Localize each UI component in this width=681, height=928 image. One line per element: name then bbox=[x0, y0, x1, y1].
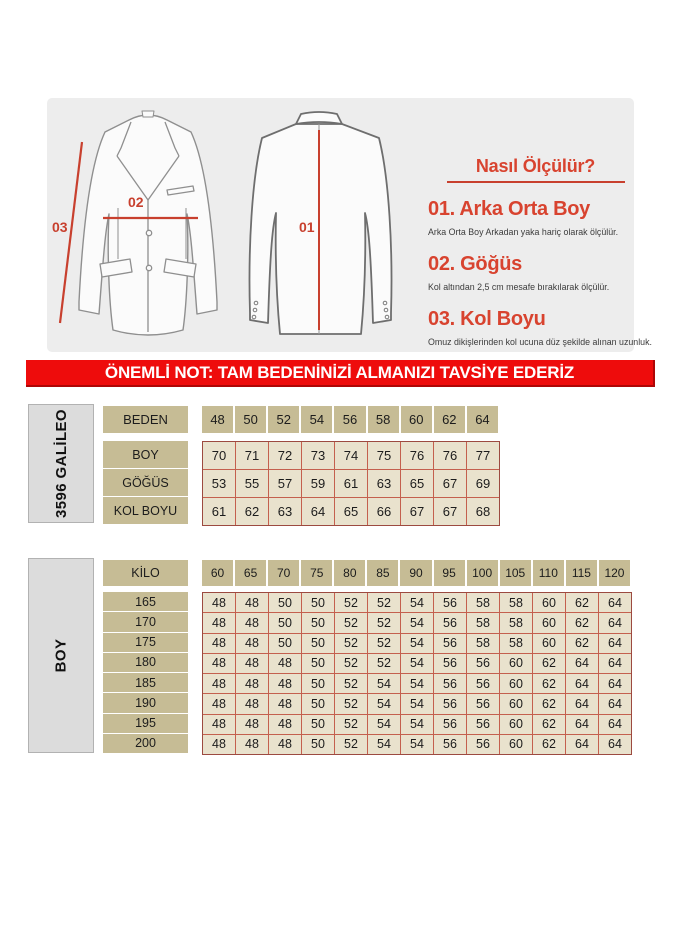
table-row bbox=[203, 593, 631, 613]
table-row bbox=[203, 674, 631, 694]
table-cell: 48 bbox=[236, 674, 269, 693]
table-cell: 54 bbox=[368, 694, 401, 713]
table-cell: 48 bbox=[236, 634, 269, 653]
measure-section-text: Kol altından 2,5 cm mesafe bırakılarak ölçülür. bbox=[428, 282, 610, 293]
measure-label-chest: 02 bbox=[128, 194, 144, 210]
table-cell: 56 bbox=[467, 715, 500, 734]
table-cell: 77 bbox=[467, 442, 499, 469]
important-note-banner: ÖNEMLİ NOT: TAM BEDENİNİZİ ALMANIZI TAVSİYE EDERİZ bbox=[26, 360, 655, 387]
table-cell: 62 bbox=[566, 593, 599, 612]
table-cell: 48 bbox=[269, 694, 302, 713]
table-cell: 64 bbox=[302, 498, 335, 525]
side-label-text: BOY bbox=[52, 638, 70, 673]
table-cell: 50 bbox=[302, 715, 335, 734]
table-cell: 50 bbox=[269, 613, 302, 632]
table-cell: 64 bbox=[599, 593, 631, 612]
table-cell: 71 bbox=[236, 442, 269, 469]
table-cell: 58 bbox=[500, 613, 533, 632]
weight-header-cell: 105 bbox=[500, 560, 531, 586]
table-cell: 58 bbox=[500, 634, 533, 653]
measurement-diagram-panel bbox=[47, 98, 652, 352]
size-header-cell: 56 bbox=[334, 406, 365, 433]
table-cell: 50 bbox=[302, 735, 335, 754]
table-cell: 58 bbox=[500, 593, 533, 612]
table-cell: 62 bbox=[533, 694, 566, 713]
table-cell: 60 bbox=[500, 735, 533, 754]
table-cell: 54 bbox=[401, 715, 434, 734]
table-cell: 52 bbox=[335, 593, 368, 612]
measure-section-text: Omuz dikişlerinden kol ucuna düz şekilde alınan uzunluk. bbox=[428, 337, 652, 348]
table-cell: 56 bbox=[467, 735, 500, 754]
row-label-cell: 165 bbox=[103, 592, 188, 611]
table-cell: 52 bbox=[335, 654, 368, 673]
table-cell: 52 bbox=[368, 593, 401, 612]
table-cell: 62 bbox=[566, 634, 599, 653]
table-row bbox=[203, 442, 499, 470]
table-cell: 52 bbox=[368, 634, 401, 653]
kilo-header-values bbox=[202, 560, 630, 586]
table-cell: 70 bbox=[203, 442, 236, 469]
table-side-label-galileo bbox=[28, 404, 94, 523]
table-cell: 56 bbox=[434, 593, 467, 612]
table-cell: 64 bbox=[599, 735, 631, 754]
table-cell: 72 bbox=[269, 442, 302, 469]
table-cell: 60 bbox=[500, 654, 533, 673]
table-cell: 62 bbox=[533, 654, 566, 673]
row-label-cell: 180 bbox=[103, 653, 188, 672]
boy-row-labels bbox=[103, 592, 188, 753]
table-row bbox=[203, 654, 631, 674]
table-cell: 59 bbox=[302, 470, 335, 497]
table-cell: 62 bbox=[566, 613, 599, 632]
table-cell: 60 bbox=[500, 694, 533, 713]
table-cell: 52 bbox=[368, 613, 401, 632]
table-cell: 58 bbox=[467, 634, 500, 653]
table-cell: 64 bbox=[566, 735, 599, 754]
table-row bbox=[203, 715, 631, 735]
table-cell: 64 bbox=[599, 694, 631, 713]
table-cell: 56 bbox=[434, 694, 467, 713]
table-cell: 67 bbox=[401, 498, 434, 525]
measure-label-back-length: 01 bbox=[299, 219, 315, 235]
table-cell: 55 bbox=[236, 470, 269, 497]
galileo-row-labels bbox=[103, 441, 188, 524]
table-cell: 48 bbox=[203, 593, 236, 612]
table-cell: 50 bbox=[302, 654, 335, 673]
table-cell: 65 bbox=[335, 498, 368, 525]
table-cell: 52 bbox=[335, 613, 368, 632]
table-cell: 54 bbox=[401, 654, 434, 673]
table-cell: 76 bbox=[401, 442, 434, 469]
table-cell: 64 bbox=[599, 634, 631, 653]
table-cell: 48 bbox=[236, 613, 269, 632]
table-row bbox=[203, 498, 499, 525]
table-cell: 66 bbox=[368, 498, 401, 525]
table-cell: 48 bbox=[203, 735, 236, 754]
row-label-cell: 200 bbox=[103, 734, 188, 753]
beden-header-label: BEDEN bbox=[103, 406, 188, 433]
table-cell: 52 bbox=[368, 654, 401, 673]
weight-header-cell: 95 bbox=[434, 560, 465, 586]
table-cell: 54 bbox=[368, 674, 401, 693]
side-label-text: 3596 GALİLEO bbox=[52, 408, 70, 519]
table-cell: 64 bbox=[599, 613, 631, 632]
row-label-cell: BOY bbox=[103, 441, 188, 468]
table-cell: 60 bbox=[500, 715, 533, 734]
table-cell: 54 bbox=[401, 694, 434, 713]
weight-header-cell: 70 bbox=[268, 560, 299, 586]
table-cell: 48 bbox=[236, 735, 269, 754]
table-cell: 56 bbox=[467, 694, 500, 713]
table-cell: 64 bbox=[566, 715, 599, 734]
boy-kilo-size-grid bbox=[202, 592, 632, 755]
table-cell: 64 bbox=[566, 674, 599, 693]
table-cell: 58 bbox=[467, 593, 500, 612]
table-cell: 69 bbox=[467, 470, 499, 497]
table-cell: 54 bbox=[401, 593, 434, 612]
weight-header-cell: 115 bbox=[566, 560, 597, 586]
table-cell: 56 bbox=[434, 654, 467, 673]
galileo-size-grid bbox=[202, 441, 500, 526]
table-cell: 52 bbox=[335, 735, 368, 754]
table-cell: 60 bbox=[533, 593, 566, 612]
table-row bbox=[203, 735, 631, 754]
row-label-cell: 185 bbox=[103, 673, 188, 692]
table-cell: 54 bbox=[401, 634, 434, 653]
table-cell: 68 bbox=[467, 498, 499, 525]
size-header-cell: 62 bbox=[434, 406, 465, 433]
table-cell: 54 bbox=[368, 715, 401, 734]
table-cell: 56 bbox=[467, 674, 500, 693]
table-cell: 64 bbox=[566, 694, 599, 713]
table-cell: 52 bbox=[335, 694, 368, 713]
table-cell: 60 bbox=[533, 634, 566, 653]
table-cell: 56 bbox=[434, 634, 467, 653]
table-cell: 52 bbox=[335, 715, 368, 734]
table-cell: 56 bbox=[467, 654, 500, 673]
weight-header-cell: 80 bbox=[334, 560, 365, 586]
table-cell: 54 bbox=[401, 735, 434, 754]
table-cell: 64 bbox=[599, 715, 631, 734]
weight-header-cell: 60 bbox=[202, 560, 233, 586]
table-cell: 50 bbox=[269, 634, 302, 653]
table-cell: 60 bbox=[500, 674, 533, 693]
table-cell: 50 bbox=[302, 694, 335, 713]
measure-guide bbox=[428, 156, 652, 348]
table-cell: 54 bbox=[401, 613, 434, 632]
table-side-label-boy bbox=[28, 558, 94, 753]
title-underline bbox=[447, 181, 625, 183]
jacket-front-diagram bbox=[50, 102, 230, 342]
table-cell: 61 bbox=[203, 498, 236, 525]
table-cell: 50 bbox=[302, 634, 335, 653]
weight-header-cell: 120 bbox=[599, 560, 630, 586]
size-header-cell: 50 bbox=[235, 406, 266, 433]
table-cell: 48 bbox=[203, 694, 236, 713]
table-cell: 54 bbox=[368, 735, 401, 754]
table-cell: 62 bbox=[533, 674, 566, 693]
table-cell: 63 bbox=[269, 498, 302, 525]
weight-header-cell: 90 bbox=[400, 560, 431, 586]
table-cell: 60 bbox=[533, 613, 566, 632]
weight-header-cell: 110 bbox=[533, 560, 564, 586]
table-cell: 50 bbox=[302, 674, 335, 693]
table-cell: 48 bbox=[269, 715, 302, 734]
table-row bbox=[203, 694, 631, 714]
table-cell: 50 bbox=[302, 593, 335, 612]
measure-section-text: Arka Orta Boy Arkadan yaka hariç olarak ölçülür. bbox=[428, 227, 619, 238]
table-cell: 67 bbox=[434, 498, 467, 525]
size-header-cell: 58 bbox=[368, 406, 399, 433]
table-cell: 75 bbox=[368, 442, 401, 469]
table-cell: 56 bbox=[434, 715, 467, 734]
table-cell: 58 bbox=[467, 613, 500, 632]
row-label-cell: 170 bbox=[103, 612, 188, 631]
table-cell: 48 bbox=[203, 715, 236, 734]
table-cell: 74 bbox=[335, 442, 368, 469]
table-cell: 61 bbox=[335, 470, 368, 497]
table-cell: 48 bbox=[203, 654, 236, 673]
table-cell: 50 bbox=[269, 593, 302, 612]
table-cell: 48 bbox=[236, 715, 269, 734]
table-cell: 50 bbox=[302, 613, 335, 632]
kilo-header-label: KİLO bbox=[103, 560, 188, 586]
table-cell: 48 bbox=[236, 593, 269, 612]
table-cell: 56 bbox=[434, 674, 467, 693]
table-cell: 67 bbox=[434, 470, 467, 497]
table-row bbox=[203, 470, 499, 498]
table-cell: 52 bbox=[335, 634, 368, 653]
row-label-cell: 195 bbox=[103, 714, 188, 733]
measure-label-sleeve: 03 bbox=[52, 219, 68, 235]
table-cell: 56 bbox=[434, 735, 467, 754]
table-row bbox=[203, 613, 631, 633]
table-cell: 57 bbox=[269, 470, 302, 497]
measure-guide-title: Nasıl Ölçülür? bbox=[475, 156, 596, 176]
row-label-cell: GÖĞÜS bbox=[103, 469, 188, 496]
table-cell: 62 bbox=[533, 715, 566, 734]
table-cell: 64 bbox=[599, 674, 631, 693]
table-cell: 48 bbox=[203, 674, 236, 693]
jacket-back-diagram bbox=[246, 108, 408, 344]
table-cell: 52 bbox=[335, 674, 368, 693]
row-label-cell: KOL BOYU bbox=[103, 497, 188, 524]
table-row bbox=[203, 634, 631, 654]
size-header-cell: 54 bbox=[301, 406, 332, 433]
measure-section-heading: 02. Göğüs bbox=[428, 253, 522, 275]
measure-section-heading: 01. Arka Orta Boy bbox=[428, 198, 591, 220]
table-cell: 53 bbox=[203, 470, 236, 497]
table-cell: 54 bbox=[401, 674, 434, 693]
table-cell: 76 bbox=[434, 442, 467, 469]
table-cell: 48 bbox=[269, 735, 302, 754]
table-cell: 48 bbox=[236, 694, 269, 713]
table-cell: 64 bbox=[599, 654, 631, 673]
table-cell: 62 bbox=[236, 498, 269, 525]
table-cell: 48 bbox=[236, 654, 269, 673]
row-label-cell: 175 bbox=[103, 633, 188, 652]
weight-header-cell: 85 bbox=[367, 560, 398, 586]
table-cell: 63 bbox=[368, 470, 401, 497]
size-header-cell: 48 bbox=[202, 406, 233, 433]
table-cell: 73 bbox=[302, 442, 335, 469]
table-cell: 56 bbox=[434, 613, 467, 632]
table-cell: 48 bbox=[269, 674, 302, 693]
size-header-cell: 60 bbox=[401, 406, 432, 433]
table-cell: 65 bbox=[401, 470, 434, 497]
measure-section-heading: 03. Kol Boyu bbox=[428, 308, 546, 330]
table-cell: 64 bbox=[566, 654, 599, 673]
row-label-cell: 190 bbox=[103, 693, 188, 712]
table-cell: 62 bbox=[533, 735, 566, 754]
weight-header-cell: 100 bbox=[467, 560, 498, 586]
weight-header-cell: 65 bbox=[235, 560, 266, 586]
beden-header-values bbox=[202, 406, 498, 433]
size-header-cell: 64 bbox=[467, 406, 498, 433]
weight-header-cell: 75 bbox=[301, 560, 332, 586]
table-cell: 48 bbox=[203, 634, 236, 653]
table-cell: 48 bbox=[203, 613, 236, 632]
table-cell: 48 bbox=[269, 654, 302, 673]
size-header-cell: 52 bbox=[268, 406, 299, 433]
